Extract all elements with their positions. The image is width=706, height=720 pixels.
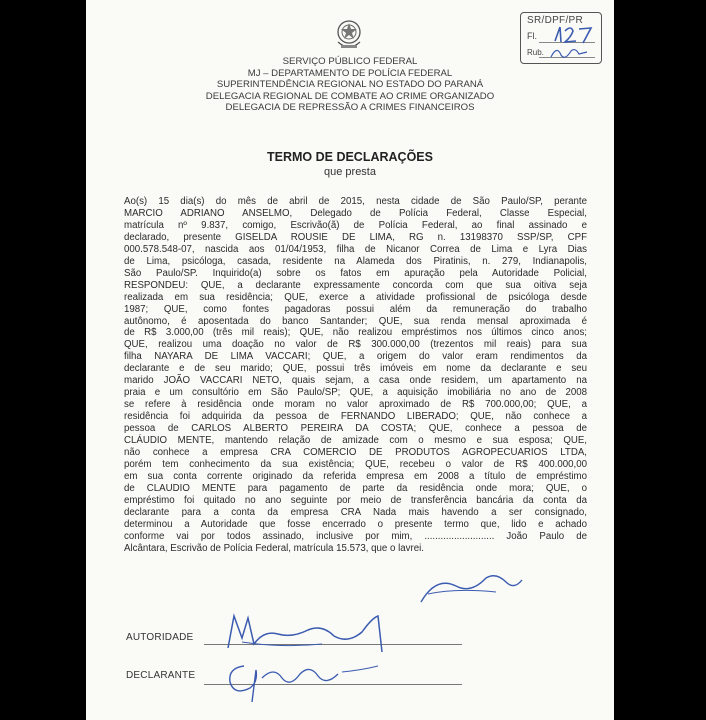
- body-line: declarante para a conta da empresa CRA Nada mais havendo a ser consignado,: [124, 506, 587, 518]
- body-line: praia e um consultório em São Paulo/SP; QUE, a aquisição imobiliária no ano de 2008: [124, 387, 587, 399]
- folio-number-handwritten: [551, 23, 595, 45]
- declarant-label: DECLARANTE: [126, 670, 196, 681]
- body-line: de Lima, psicóloga, casada, residente na Alameda dos Piratinis, n. 279, Indianapolis,: [124, 255, 587, 267]
- body-line: MARCIO ADRIANO ANSELMO, Delegado de Polícia Federal, Classe Especial,: [124, 207, 587, 219]
- document-title: TERMO DE DECLARAÇÕES: [267, 150, 433, 164]
- body-line: autônomo, é aposentada do banco Santander; QUE, sua renda mensal aproximada é: [124, 315, 587, 327]
- body-line: declarado, presente GISELDA ROUSIE DE LIMA, RG n. 13198370 SSP/SP, CPF: [124, 231, 587, 243]
- body-line: 000.578.548-07, nascida aos 01/04/1953, filha de Nicanor Correa de Lima e Lyra Dias: [124, 243, 587, 255]
- document-subtitle: que presta: [324, 166, 376, 178]
- body-line: Ao(s) 15 dia(s) do mês de abril de 2015, nesta cidade de São Paulo/SP, perante: [124, 196, 587, 207]
- body-line: empréstimo foi quitado no ano seguinte por meio de transferência bancária da conta da: [124, 494, 587, 506]
- body-line: pessoa de CARLOS ALBERTO PEREIRA DA COSTA; QUE, conhece a pessoa de: [124, 423, 587, 435]
- body-line: Alcântara, Escrivão de Polícia Federal, matrícula 15.573, que o lavrei.: [124, 542, 424, 554]
- body-line: CLÁUDIO MENTE, mantendo relação de amizade com o mesmo e sua esposa; QUE,: [124, 435, 587, 447]
- document-page: [86, 0, 614, 720]
- body-line: 1987; QUE, como fontes pagadoras possui além da remuneração do trabalho: [124, 303, 587, 315]
- body-line: se refere à residência onde moram no valor aproximado de R$ 700.000,00; QUE, a: [124, 399, 587, 411]
- header-line: SERVIÇO PÚBLICO FEDERAL: [282, 56, 418, 67]
- body-line: conforme vai por todos assinado, inclusive por mim, .......................... João Paulo de: [124, 530, 587, 542]
- body-line: determinou a Autoridade que fosse encerrado o presente termo que, lido e achado: [124, 518, 587, 530]
- institution-header: [86, 56, 614, 114]
- scrivener-signature: [416, 570, 526, 610]
- authority-label: AUTORIDADE: [126, 632, 194, 643]
- body-line: de CLAUDIO MENTE para pagamento de parte da residência onde mora; QUE, o: [124, 482, 587, 494]
- body-line: marido JOÃO VACCARI NETO, quais sejam, a casa onde residem, um apartamento na: [124, 375, 587, 387]
- body-line: matrícula nº 9.837, comigo, Escrivão(ã) de Polícia Federal, ao final assinado e: [124, 219, 587, 231]
- body-line: QUE, realizou uma doação no valor de R$ 300.000,00 (trezentos mil reais) para sua: [124, 339, 587, 351]
- stamp-rubric-label: Rub.: [527, 48, 544, 57]
- stamp-sheet-label: Fl.: [527, 31, 537, 41]
- header-line: DELEGACIA DE REPRESSÃO A CRIMES FINANCEIROS: [225, 102, 475, 114]
- national-coat-of-arms-icon: [334, 18, 364, 52]
- body-line: de R$ 3.000,00 (três mil reais); QUE, não realizou empréstimos nos últimos cinco anos;: [124, 327, 587, 339]
- body-line: filha NAYARA DE LIMA VACCARI; QUE, a origem do valor eram rendimentos da: [124, 351, 587, 363]
- body-line: em sua conta corrente originado da referida empresa em 2008 a título de empréstimo: [124, 470, 587, 482]
- body-line: não conhece a empresa CRA COMERCIO DE PRODUTOS AGROPECUARIOS LTDA,: [124, 447, 587, 459]
- body-line: declarante e de seu marido; QUE, possui três imóveis em nome da declarante e seu: [124, 363, 587, 375]
- body-line: RESPONDEU: QUE, a declarante expressamente concorda com que sua oitiva seja: [124, 279, 587, 291]
- header-line: DELEGACIA REGIONAL DE COMBATE AO CRIME ORGANIZADO: [205, 90, 495, 102]
- declaration-body: [124, 196, 587, 555]
- declarant-signature: [222, 648, 392, 704]
- stamp-office: SR/DPF/PR: [527, 15, 584, 26]
- header-line: MJ – DEPARTAMENTO DE POLÍCIA FEDERAL: [247, 67, 453, 79]
- body-line: porém tem conhecimento da sua existência; QUE, recebeu o valor de R$ 400.000,00: [124, 458, 587, 470]
- body-line: São Paulo/SP. Inquirido(a) sobre os fatos em apuração pela Autoridade Policial,: [124, 267, 587, 279]
- header-line: SUPERINTENDÊNCIA REGIONAL NO ESTADO DO PARANÁ: [216, 79, 484, 91]
- body-line: realizada em sua residência; QUE, exerce a atividade profissional de psicóloga desde: [124, 291, 587, 303]
- body-line: residência foi adquirida da pessoa de FERNANDO LIBERADO; QUE, não conhece a: [124, 411, 587, 423]
